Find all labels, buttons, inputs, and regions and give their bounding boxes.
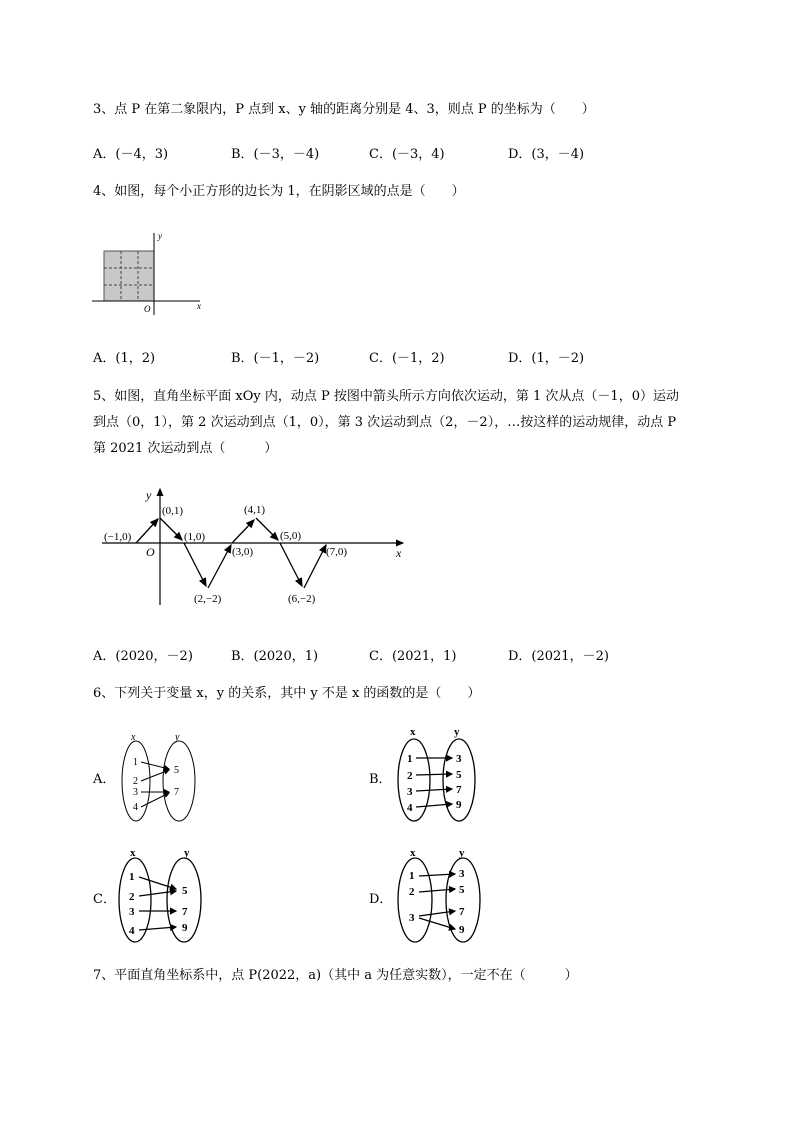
q6-mapping-c: [113, 843, 213, 945]
domain-ellipse: [398, 739, 430, 821]
svg-text:2: 2: [133, 776, 138, 787]
q4-y-label: y: [158, 231, 162, 241]
q5-x-label: x: [396, 546, 402, 560]
set-x-label: x: [131, 732, 136, 743]
set-x-label: x: [410, 847, 416, 859]
q5-stem-line2: 到点（0，1），第 2 次运动到点（1，0），第 3 次运动到点（2，－2），…按这样的运动规律，动点 P: [93, 415, 677, 430]
q6-label-c: C．: [93, 892, 116, 907]
set-x-label: x: [130, 847, 136, 859]
q5-stem-line1: 5、如图，直角坐标平面 xOy 内，动点 P 按图中箭头所示方向依次运动，第 1 次从点（－1，0）运动: [93, 389, 679, 404]
pt-label: (−1,0): [104, 531, 132, 543]
move-6: [256, 518, 278, 540]
q3-stem: 3、点 P 在第二象限内，P 点到 x、y 轴的距离分别是 4、3，则点 P 的坐标为（ ）: [93, 102, 595, 117]
move-8: [304, 545, 326, 588]
pt-label: (7,0): [326, 546, 348, 558]
pt-label: (4,1): [244, 504, 266, 516]
q6-mapping-d: [391, 843, 496, 945]
svg-text:3: 3: [133, 787, 138, 798]
move-1: [136, 519, 158, 543]
move-2: [160, 518, 182, 540]
svg-text:7: 7: [459, 906, 465, 918]
set-y-label: y: [184, 847, 190, 859]
q3-option-d: D．(3，－4): [508, 147, 585, 162]
svg-text:9: 9: [459, 924, 465, 936]
pt-label: (5,0): [280, 530, 302, 542]
svg-text:4: 4: [129, 925, 135, 937]
set-y-label: y: [454, 726, 460, 738]
svg-text:3: 3: [459, 868, 465, 880]
svg-text:9: 9: [182, 922, 188, 934]
q6-label-d: D．: [369, 892, 393, 907]
svg-text:1: 1: [129, 871, 135, 883]
q4-option-c: C．(－1，2): [369, 351, 445, 366]
q6-label-b: B．: [369, 772, 392, 787]
pt-label: (1,0): [184, 531, 206, 543]
svg-text:3: 3: [456, 753, 462, 765]
q4-option-d: D．(1，－2): [508, 351, 585, 366]
pt-label: (0,1): [162, 505, 184, 517]
svg-text:1: 1: [407, 753, 413, 765]
range-ellipse: [163, 741, 195, 821]
q6-stem: 6、下列关于变量 x，y 的关系，其中 y 不是 x 的函数的是（ ）: [93, 686, 481, 701]
pt-label: (3,0): [232, 546, 254, 558]
q4-option-b: B．(－1，－2): [231, 351, 320, 366]
set-y-label: y: [175, 732, 180, 743]
q7-stem: 7、平面直角坐标系中，点 P(2022，a)（其中 a 为任意实数），一定不在（ ）: [93, 968, 578, 983]
svg-text:5: 5: [182, 885, 188, 897]
svg-text:2: 2: [129, 891, 135, 903]
svg-text:3: 3: [129, 906, 135, 918]
q5-path-figure: [98, 483, 418, 608]
q5-y-label: y: [146, 488, 152, 502]
q5-option-d: D．(2021，－2): [508, 649, 609, 664]
svg-text:3: 3: [407, 786, 413, 798]
q4-grid-figure: [88, 225, 213, 320]
svg-text:5: 5: [174, 765, 179, 776]
q5-stem-line3: 第 2021 次运动到点（ ）: [93, 441, 278, 456]
svg-text:7: 7: [456, 784, 462, 796]
move-3: [184, 543, 206, 586]
q3-option-a: A．(－4，3): [93, 147, 169, 162]
svg-text:7: 7: [174, 787, 179, 798]
svg-text:3: 3: [409, 912, 415, 924]
q6-mapping-a: [112, 728, 212, 826]
q6-mapping-b: [392, 724, 492, 824]
svg-text:5: 5: [456, 769, 462, 781]
svg-text:2: 2: [409, 886, 415, 898]
q4-origin-label: O: [144, 304, 151, 314]
q6-label-a: A．: [93, 772, 116, 787]
shaded-region: [104, 251, 154, 301]
q4-stem: 4、如图，每个小正方形的边长为 1，在阴影区域的点是（ ）: [93, 184, 465, 199]
q4-option-a: A．(1，2): [93, 351, 156, 366]
q5-option-c: C．(2021，1): [369, 649, 457, 664]
svg-text:1: 1: [409, 870, 415, 882]
pt-label: (6,−2): [288, 593, 316, 605]
move-7: [280, 543, 302, 586]
q3-option-c: C．(－3，4): [369, 147, 445, 162]
svg-text:9: 9: [456, 799, 462, 811]
q3-option-b: B．(－3，－4): [231, 147, 320, 162]
set-y-label: y: [459, 847, 465, 859]
svg-text:5: 5: [459, 884, 465, 896]
svg-text:4: 4: [133, 802, 138, 813]
set-x-label: x: [410, 726, 416, 738]
q5-option-a: A．(2020，－2): [93, 649, 193, 664]
svg-text:2: 2: [407, 770, 413, 782]
move-4: [208, 545, 231, 588]
q5-option-b: B．(2020，1): [231, 649, 319, 664]
q5-origin-label: O: [146, 545, 155, 559]
domain-ellipse: [398, 858, 432, 942]
svg-text:7: 7: [182, 906, 188, 918]
move-5: [232, 520, 254, 543]
svg-text:4: 4: [407, 802, 413, 814]
q4-x-label: x: [197, 301, 201, 311]
pt-label: (2,−2): [194, 593, 222, 605]
svg-text:1: 1: [133, 757, 138, 768]
